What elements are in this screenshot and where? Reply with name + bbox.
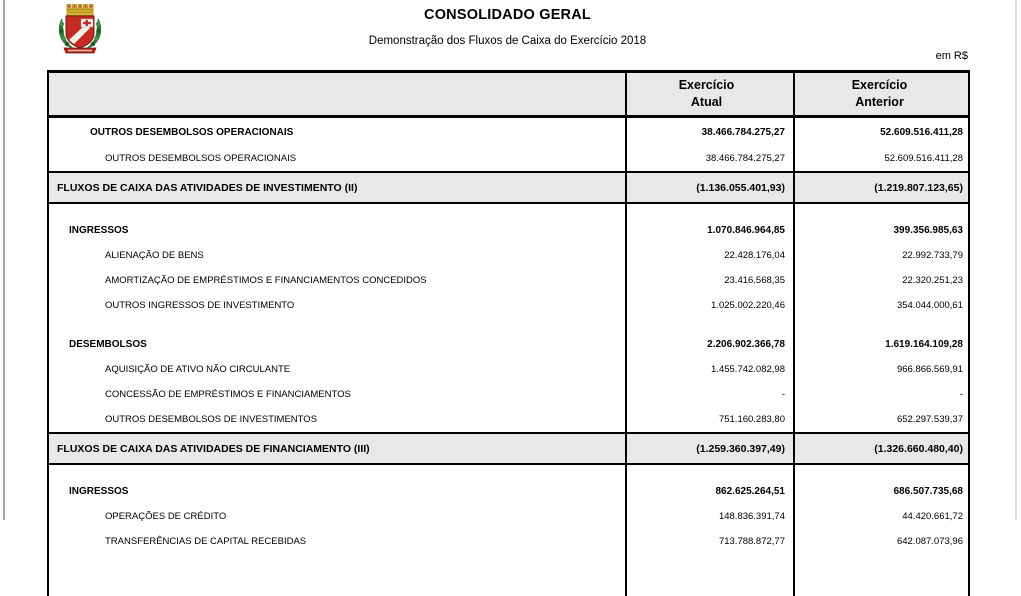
header-atual-line2: Atual <box>691 95 722 109</box>
page-subtitle: Demonstração dos Fluxos de Caixa do Exercício 2018 <box>47 35 968 47</box>
value-atual: 713.788.872,77 <box>626 529 794 554</box>
value-anterior: (1.219.807.123,65) <box>794 172 969 203</box>
value-anterior: 652.297.539,37 <box>794 407 969 433</box>
row-label: AQUISIÇÃO DE ATIVO NÃO CIRCULANTE <box>48 357 626 382</box>
cash-flow-table <box>47 70 970 596</box>
value-atual: 1.070.846.964,85 <box>626 218 794 243</box>
value-anterior <box>794 464 969 479</box>
value-anterior <box>794 554 969 596</box>
table-row <box>48 433 969 464</box>
value-atual: 862.625.264,51 <box>626 479 794 504</box>
row-label <box>48 203 626 218</box>
row-label: OUTROS DESEMBOLSOS OPERACIONAIS <box>48 146 626 172</box>
value-atual: 751.160.283,80 <box>626 407 794 433</box>
value-anterior: 22.992.733,79 <box>794 243 969 268</box>
value-atual: - <box>626 382 794 407</box>
row-label: TRANSFERÊNCIAS DE CAPITAL RECEBIDAS <box>48 529 626 554</box>
table-row <box>48 407 969 433</box>
value-anterior: 52.609.516.411,28 <box>794 117 969 147</box>
row-label: OUTROS DESEMBOLSOS OPERACIONAIS <box>48 117 626 147</box>
header-exercicio-anterior <box>794 72 969 117</box>
table-header-row <box>48 72 969 117</box>
row-label: OUTROS INGRESSOS DE INVESTIMENTO <box>48 293 626 318</box>
header-exercicio-atual <box>626 72 794 117</box>
value-atual: 2.206.902.366,78 <box>626 332 794 357</box>
page-title: CONSOLIDADO GERAL <box>47 7 968 23</box>
row-label <box>48 318 626 332</box>
row-label: OUTROS DESEMBOLSOS DE INVESTIMENTOS <box>48 407 626 433</box>
table-row <box>48 172 969 203</box>
row-label: DESEMBOLSOS <box>48 332 626 357</box>
table-row <box>48 293 969 318</box>
table-row <box>48 117 969 147</box>
spacer-row <box>48 318 969 332</box>
value-atual: 148.836.391,74 <box>626 504 794 529</box>
currency-note: em R$ <box>936 50 968 62</box>
value-atual <box>626 554 794 596</box>
row-label: OPERAÇÕES DE CRÉDITO <box>48 504 626 529</box>
row-label <box>48 554 626 596</box>
value-anterior: (1.326.660.480,40) <box>794 433 969 464</box>
table-row <box>48 243 969 268</box>
value-anterior: 399.356.985,63 <box>794 218 969 243</box>
value-anterior: 642.087.073,96 <box>794 529 969 554</box>
value-atual: 23.416.568,35 <box>626 268 794 293</box>
header-atual-line1: Exercício <box>679 78 735 92</box>
value-atual: (1.259.360.397,49) <box>626 433 794 464</box>
header-description-cell <box>48 72 626 117</box>
value-atual <box>626 464 794 479</box>
value-atual: 22.428.176,04 <box>626 243 794 268</box>
table-row <box>48 479 969 504</box>
page-left-edge <box>3 0 5 520</box>
spacer-row <box>48 464 969 479</box>
value-anterior <box>794 203 969 218</box>
header-anterior-line1: Exercício <box>852 78 908 92</box>
row-label: INGRESSOS <box>48 218 626 243</box>
table-row <box>48 218 969 243</box>
value-anterior: 354.044.000,61 <box>794 293 969 318</box>
value-atual: 1.455.742.082,98 <box>626 357 794 382</box>
row-label: CONCESSÃO DE EMPRÉSTIMOS E FINANCIAMENTOS <box>48 382 626 407</box>
table-row <box>48 357 969 382</box>
row-label: INGRESSOS <box>48 479 626 504</box>
value-anterior: 966.866.569,91 <box>794 357 969 382</box>
table-row <box>48 504 969 529</box>
table-row <box>48 268 969 293</box>
value-atual: (1.136.055.401,93) <box>626 172 794 203</box>
value-atual <box>626 203 794 218</box>
row-label: FLUXOS DE CAIXA DAS ATIVIDADES DE FINANCIAMENTO (III) <box>48 433 626 464</box>
value-anterior: 686.507.735,68 <box>794 479 969 504</box>
value-anterior: - <box>794 382 969 407</box>
row-label <box>48 464 626 479</box>
page-right-edge <box>1015 0 1017 520</box>
table-row <box>48 529 969 554</box>
row-label: AMORTIZAÇÃO DE EMPRÉSTIMOS E FINANCIAMENTOS CONCEDIDOS <box>48 268 626 293</box>
spacer-row <box>48 554 969 596</box>
value-anterior: 44.420.661,72 <box>794 504 969 529</box>
value-anterior: 52.609.516.411,28 <box>794 146 969 172</box>
header-anterior-line2: Anterior <box>855 95 904 109</box>
value-atual: 1.025.002.220,46 <box>626 293 794 318</box>
row-label: ALIENAÇÃO DE BENS <box>48 243 626 268</box>
table-row <box>48 146 969 172</box>
value-anterior: 22.320.251,23 <box>794 268 969 293</box>
row-label: FLUXOS DE CAIXA DAS ATIVIDADES DE INVESTIMENTO (II) <box>48 172 626 203</box>
value-atual <box>626 318 794 332</box>
table-row <box>48 332 969 357</box>
value-anterior <box>794 318 969 332</box>
value-anterior: 1.619.164.109,28 <box>794 332 969 357</box>
table-row <box>48 382 969 407</box>
spacer-row <box>48 203 969 218</box>
value-atual: 38.466.784.275,27 <box>626 117 794 147</box>
table-body <box>48 117 969 596</box>
value-atual: 38.466.784.275,27 <box>626 146 794 172</box>
